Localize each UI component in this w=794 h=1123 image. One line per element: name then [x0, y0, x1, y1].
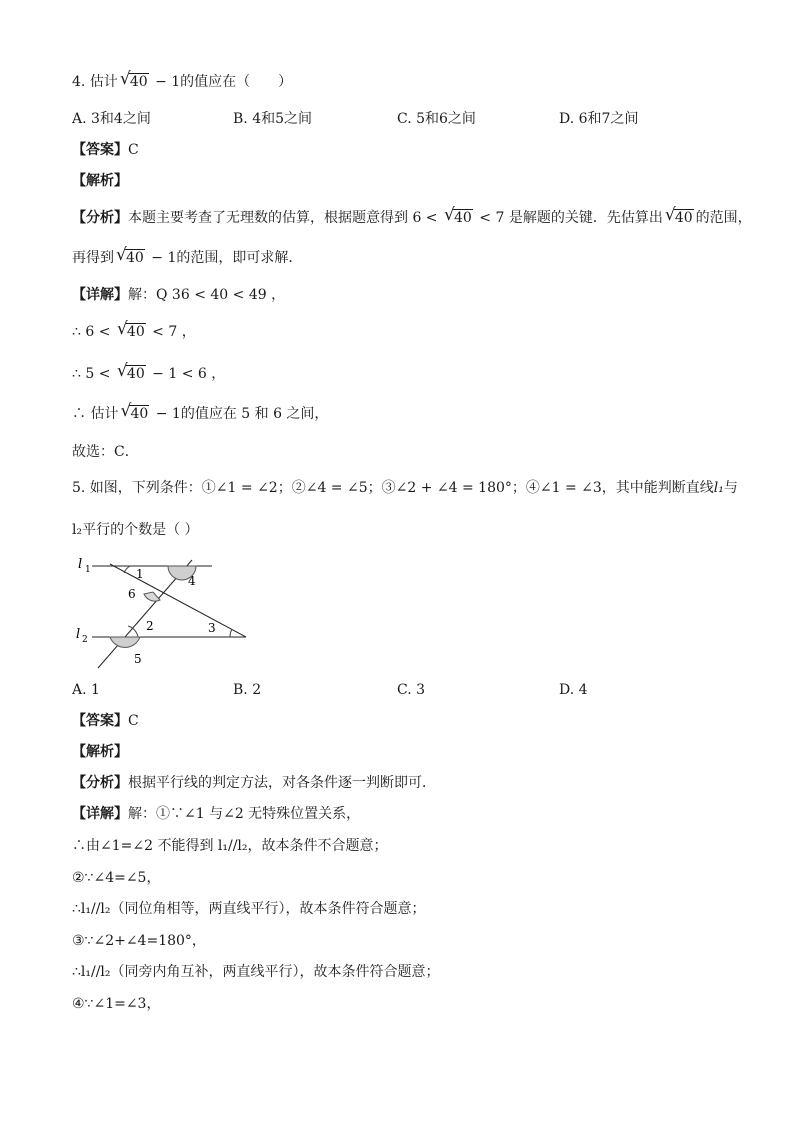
- q4-stem: [72, 69, 293, 92]
- q5-fenxi: 【分析】根据平行线的判定方法，对各条件逐一判断即可．: [72, 775, 436, 791]
- answer-value: C: [128, 142, 139, 158]
- sqrt-symbol: √ 40: [444, 205, 472, 226]
- q5-detail-line5: ③∵∠2+∠4=180°，: [72, 933, 206, 949]
- label-l1-sub: 1: [85, 565, 91, 575]
- sqrt-symbol: √ 40: [116, 361, 145, 382]
- label-angle-5: 5: [134, 652, 142, 666]
- label-l2-sub: 2: [82, 635, 88, 645]
- q4-detail-line2: ∴ 6 < √ 40 < 7 ，: [72, 319, 196, 340]
- q4-detail-line4: ∴ 估计 √ 40 − 1的值应在 5 和 6 之间，: [72, 401, 329, 422]
- q4-option-b: B. 4和5之间: [233, 111, 313, 127]
- angle-3-arc: [230, 629, 232, 637]
- q5-option-d: D. 4: [559, 682, 588, 698]
- label-angle-2: 2: [146, 619, 154, 633]
- label-angle-6: 6: [128, 587, 136, 601]
- q5-analysis-label: 【解析】: [72, 744, 128, 760]
- q4-fenxi-line2: 再得到 √ 40 − 1的范围，即可求解．: [72, 245, 303, 266]
- q4-conclusion: 故选：C．: [72, 444, 139, 460]
- fenxi-label: 【分析】: [72, 775, 128, 791]
- sqrt-symbol: √ 40: [116, 319, 145, 340]
- answer-value: C: [128, 713, 139, 729]
- answer-label: 【答案】: [72, 142, 128, 158]
- q5-option-a: A. 1: [72, 682, 100, 698]
- label-angle-3: 3: [208, 621, 216, 635]
- q4-detail-line3: ∴ 5 < √ 40 − 1 < 6 ，: [72, 361, 226, 382]
- q4-analysis-label: 【解析】: [72, 173, 128, 189]
- q5-detail-line7: ④∵∠1=∠3，: [72, 996, 161, 1012]
- detail-label: 【详解】: [72, 806, 128, 822]
- q4-detail-line1: 【详解】解：Q 36 < 40 < 49 ，: [72, 287, 286, 303]
- q4-option-d: D. 6和7之间: [559, 111, 639, 127]
- q5-stem-line2: l₂平行的个数是（ ）: [72, 522, 199, 538]
- fenxi-label: 【分析】: [72, 210, 128, 226]
- label-angle-4: 4: [188, 574, 196, 588]
- q4-stem-mid: − 1的值应在（ ）: [150, 74, 293, 90]
- q5-detail-line2: ∴由∠1=∠2 不能得到 l₁//l₂，故本条件不合题意；: [72, 838, 388, 854]
- q4-stem-pre: 4. 估计: [72, 74, 118, 90]
- q4-fenxi-line1: 【分析】本题主要考查了无理数的估算，根据题意得到 6 < √ 40 < 7 是解题的关键．先估算出 √ 40 的范围，: [72, 205, 752, 226]
- angle-6-arc: [144, 592, 160, 601]
- sqrt-symbol: √ 40: [119, 69, 148, 90]
- q4-option-a: A. 3和4之间: [72, 111, 151, 127]
- q5-option-b: B. 2: [233, 682, 262, 698]
- q4-answer: [72, 140, 139, 160]
- label-l2: l: [76, 627, 81, 642]
- q5-stem-line1: 5. 如图，下列条件：①∠1 = ∠2；②∠4 = ∠5；③∠2 + ∠4 = 180°；④∠1 = ∠3，其中能判断直线l₁与: [72, 480, 738, 496]
- sqrt-symbol: √ 40: [116, 245, 144, 266]
- sqrt-symbol: √ 40: [664, 205, 693, 226]
- q5-option-c: C. 3: [397, 682, 426, 698]
- q4-option-c: C. 5和6之间: [397, 111, 476, 127]
- label-l1: l: [78, 557, 83, 572]
- angle-5-arc: [110, 637, 140, 647]
- q5-answer: [72, 711, 139, 731]
- q5-detail-line3: ②∵∠4=∠5，: [72, 870, 161, 886]
- parallel-lines-figure: [72, 552, 262, 670]
- angle-1-arc: [124, 566, 130, 573]
- label-angle-1: 1: [136, 567, 144, 581]
- detail-label: 【详解】: [72, 287, 128, 303]
- q5-detail-line4: ∴l₁//l₂（同位角相等，两直线平行），故本条件符合题意；: [72, 901, 426, 917]
- q5-detail-line6: ∴l₁//l₂（同旁内角互补，两直线平行），故本条件符合题意；: [72, 964, 440, 980]
- q5-detail-line1: 【详解】解：①∵∠1 与∠2 无特殊位置关系，: [72, 806, 361, 822]
- answer-label: 【答案】: [72, 713, 128, 729]
- sqrt-symbol: √ 40: [120, 401, 149, 422]
